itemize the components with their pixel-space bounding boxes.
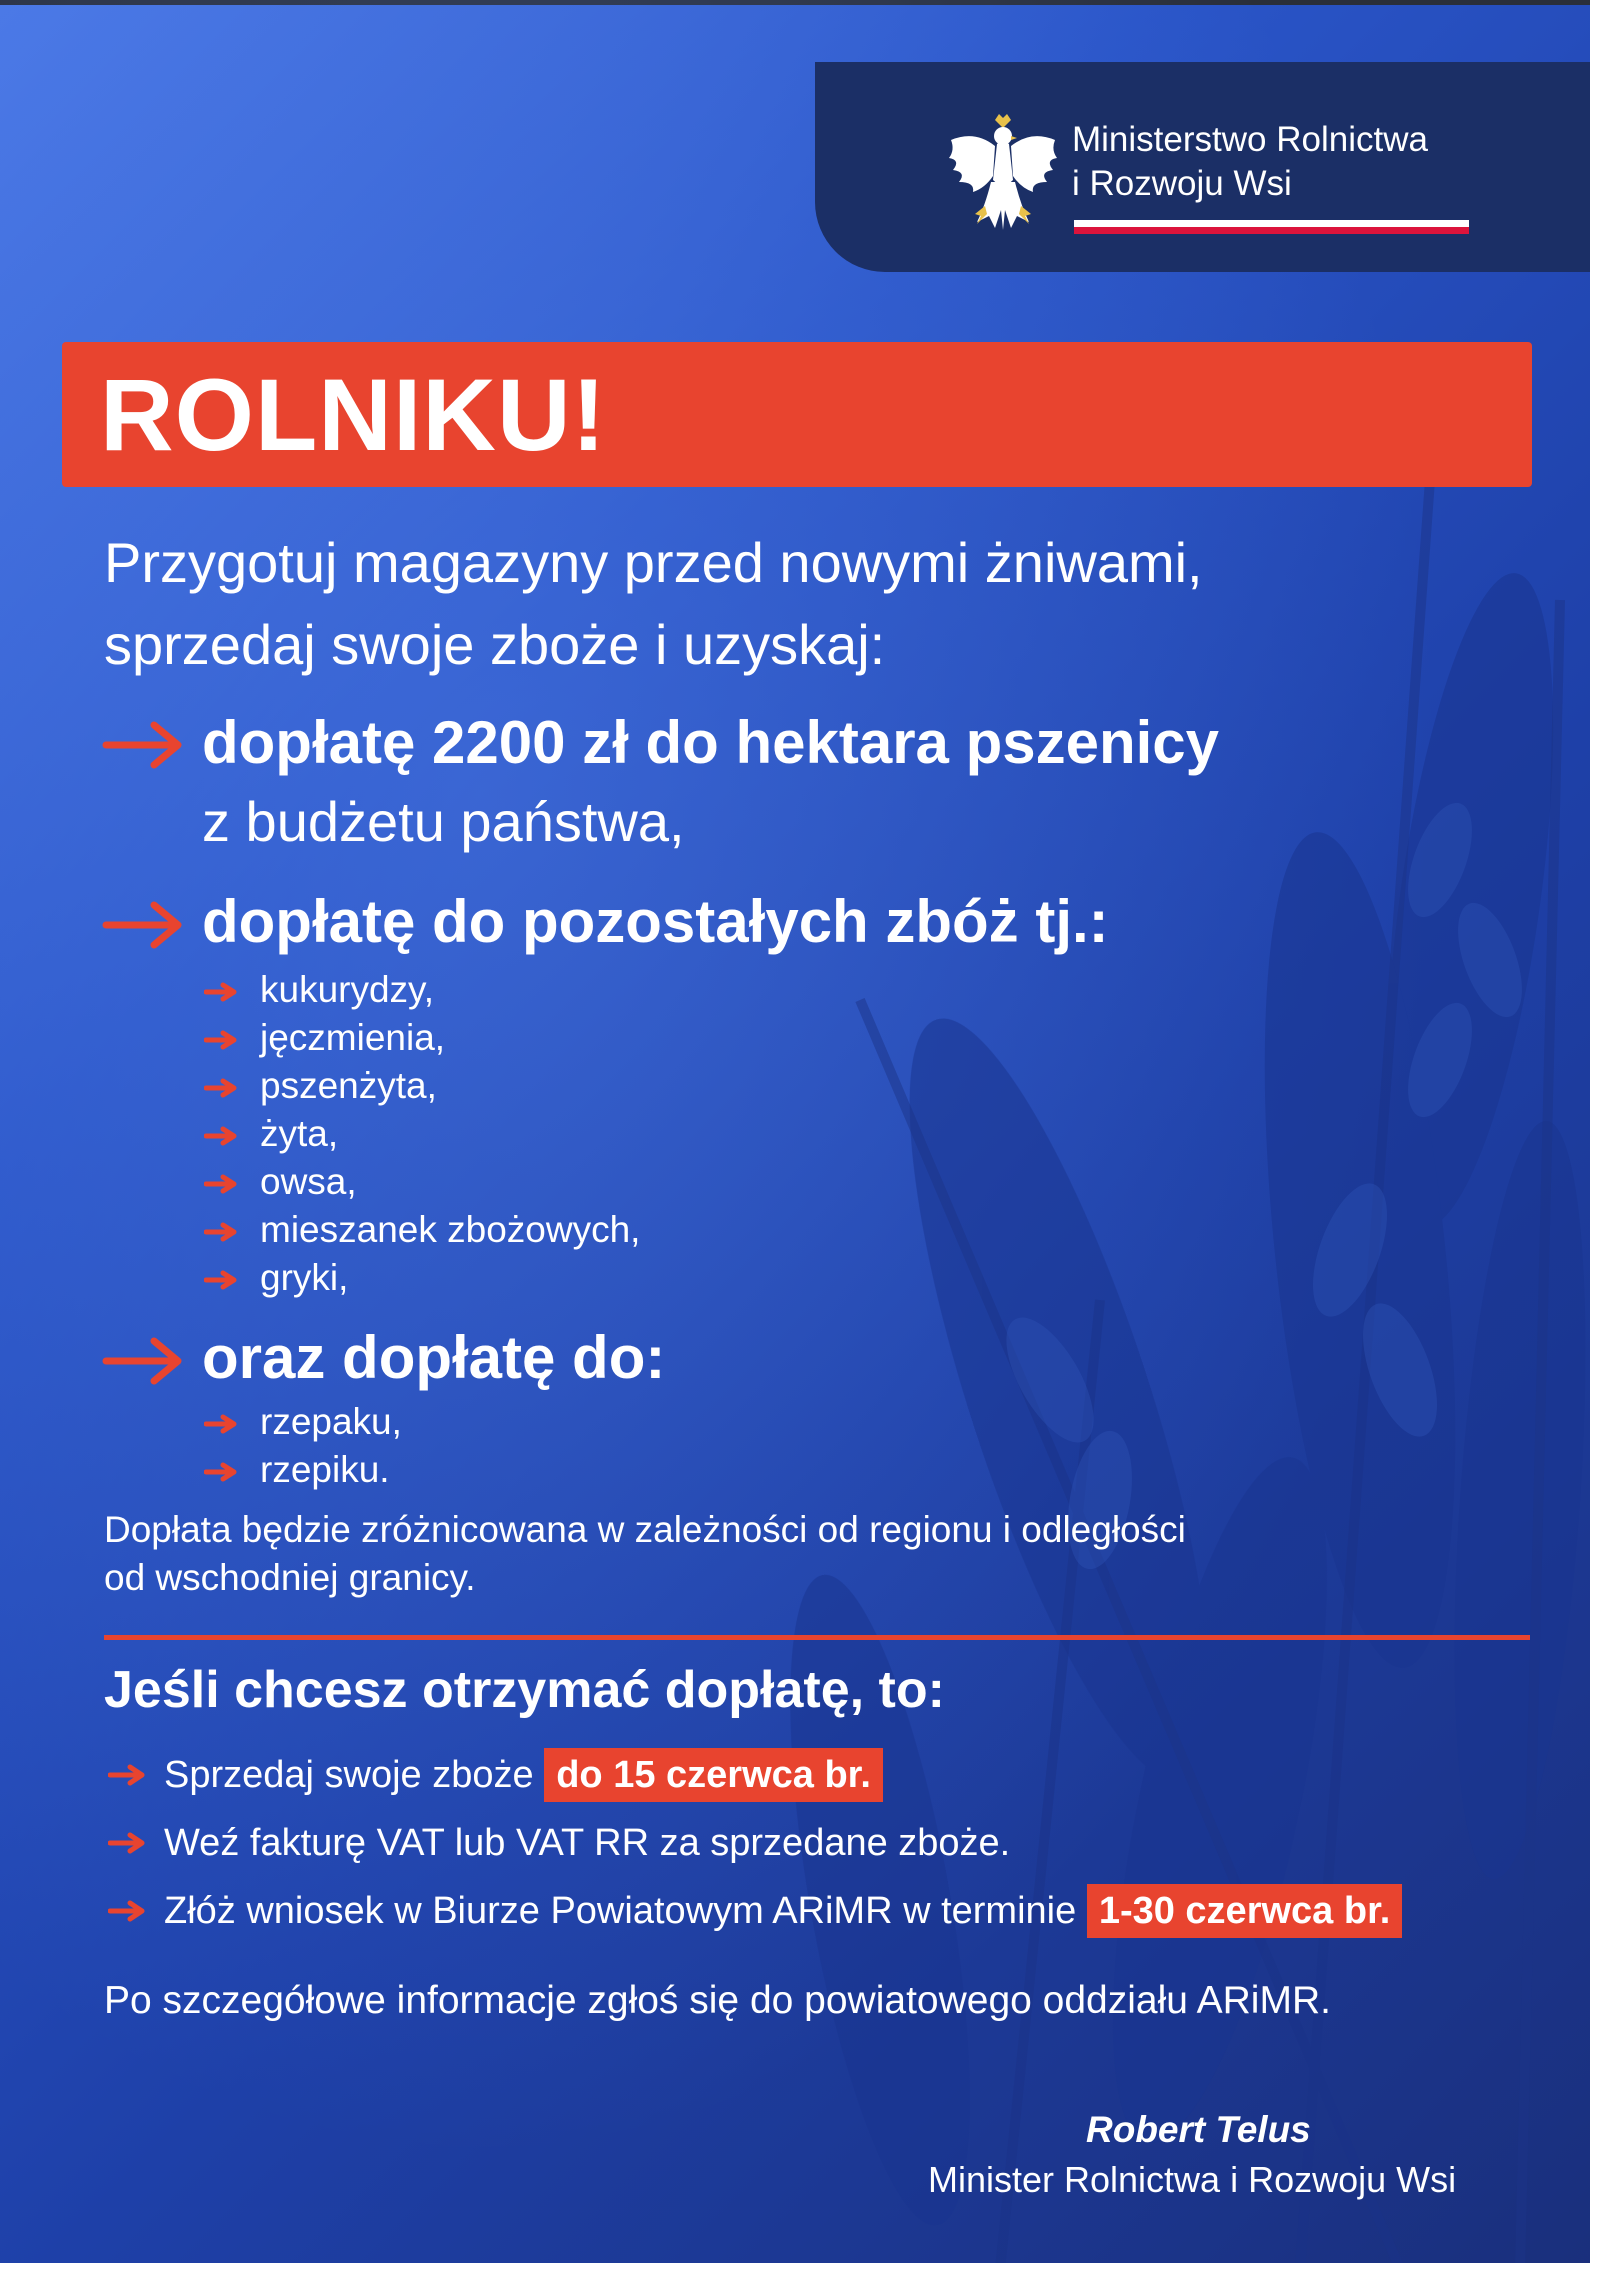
point1-rest: z budżetu państwa, [202, 790, 685, 853]
headline: ROLNIKU! [100, 358, 607, 472]
arrow-right-icon [204, 982, 240, 1002]
list-item: żyta, [260, 1113, 339, 1154]
page-edge [1590, 0, 1600, 2269]
intro-line2: sprzedaj swoje zboże i uzyskaj: [104, 613, 886, 676]
list-item: rzepaku, [260, 1401, 402, 1442]
conditions-heading: Jeśli chcesz otrzymać dopłatę, to: [104, 1661, 945, 1719]
flag-stripe-red [1074, 227, 1469, 234]
step1-deadline-badge: do 15 czerwca br. [544, 1748, 883, 1802]
step3 [164, 1884, 1402, 1938]
arrow-right-icon [204, 1270, 240, 1290]
list-item: owsa, [260, 1161, 357, 1202]
arrow-right-icon [108, 1832, 148, 1854]
list-item: kukurydzy, [260, 969, 435, 1010]
arrow-right-icon [102, 1336, 184, 1386]
list-item: mieszanek zbożowych, [260, 1209, 641, 1250]
page-edge-bottom [0, 2263, 1600, 2269]
arrow-right-icon [204, 1414, 240, 1434]
list-item: rzepiku. [260, 1449, 390, 1490]
point1-bold: dopłatę 2200 zł do hektara pszenicy [202, 709, 1220, 776]
list-item: jęczmienia, [260, 1017, 446, 1058]
step1 [164, 1748, 883, 1802]
ministry-name-line2: i Rozwoju Wsi [1072, 164, 1292, 203]
arrow-right-icon [204, 1030, 240, 1050]
step3-text: Złóż wniosek w Biurze Powiatowym ARiMR w terminie [164, 1890, 1077, 1932]
intro-text [104, 522, 1203, 686]
list-item: pszenżyta, [260, 1065, 437, 1106]
flag-stripe-white [1074, 220, 1469, 227]
arrow-right-icon [108, 1764, 148, 1786]
note-line1: Dopłata będzie zróżnicowana w zależności od regionu i odległości [104, 1509, 1186, 1550]
divider [104, 1635, 1530, 1640]
arrow-right-icon [204, 1078, 240, 1098]
signature-title: Minister Rolnictwa i Rozwoju Wsi [928, 2159, 1457, 2200]
point2-bold: dopłatę do pozostałych zbóż tj.: [202, 888, 1109, 955]
arrow-right-icon [102, 720, 184, 770]
step3-deadline-badge: 1-30 czerwca br. [1087, 1884, 1403, 1938]
headline-banner [62, 342, 1532, 487]
arrow-right-icon [204, 1174, 240, 1194]
info-text: Po szczegółowe informacje zgłoś się do powiatowego oddziału ARiMR. [104, 1979, 1331, 2022]
ministry-name [1072, 118, 1428, 206]
signature-name: Robert Telus [1086, 2109, 1311, 2150]
arrow-right-icon [204, 1222, 240, 1242]
note-line2: od wschodniej granicy. [104, 1557, 476, 1598]
ministry-name-line1: Ministerstwo Rolnictwa [1072, 120, 1428, 159]
arrow-right-icon [108, 1900, 148, 1922]
note [104, 1506, 1186, 1602]
arrow-right-icon [204, 1462, 240, 1482]
intro-line1: Przygotuj magazyny przed nowymi żniwami, [104, 531, 1203, 594]
list-item: gryki, [260, 1257, 349, 1298]
point3-bold: oraz dopłatę do: [202, 1324, 666, 1391]
polish-eagle-emblem-icon [945, 110, 1061, 234]
step1-text: Sprzedaj swoje zboże [164, 1754, 534, 1796]
arrow-right-icon [102, 900, 184, 950]
arrow-right-icon [204, 1126, 240, 1146]
step2: Weź fakturę VAT lub VAT RR za sprzedane zboże. [164, 1822, 1011, 1864]
